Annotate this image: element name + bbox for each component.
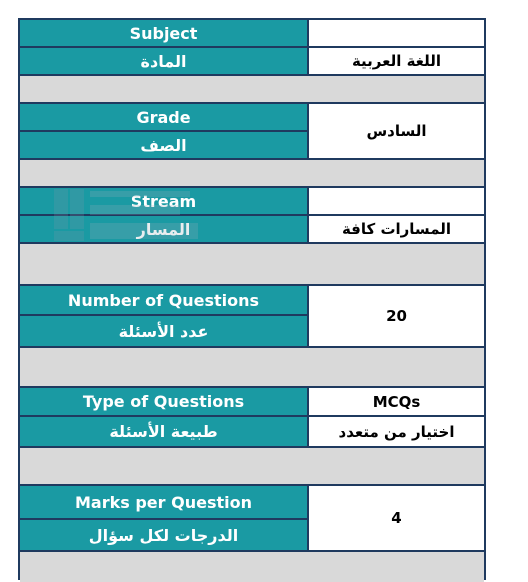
spacer-row	[20, 448, 484, 486]
grade-value: السادس	[309, 104, 484, 160]
subject-value: اللغة العربية	[309, 48, 484, 76]
subject-label-ar: المادة	[20, 48, 309, 76]
subject-value-top	[309, 20, 484, 48]
questions-label-ar: عدد الأسئلة	[20, 316, 309, 348]
spacer-row	[20, 348, 484, 388]
spacer-row	[20, 244, 484, 286]
questions-value: 20	[309, 286, 484, 348]
marks-label-en: Marks per Question	[20, 486, 309, 520]
spacer-row	[20, 160, 484, 188]
stream-label-ar: المسار	[20, 216, 309, 244]
type-label-ar: طبيعة الأسئلة	[20, 417, 309, 448]
stream-label-en: Stream	[20, 188, 309, 216]
spacer-row	[20, 552, 484, 582]
spacer-row	[20, 76, 484, 104]
type-label-en: Type of Questions	[20, 388, 309, 417]
type-value-en: MCQs	[309, 388, 484, 417]
exam-spec-table	[18, 18, 486, 580]
subject-label-en: Subject	[20, 20, 309, 48]
stream-value: المسارات كافة	[309, 216, 484, 244]
type-value-ar: اختيار من متعدد	[309, 417, 484, 448]
stream-value-top	[309, 188, 484, 216]
marks-label-ar: الدرجات لكل سؤال	[20, 520, 309, 552]
grade-label-ar: الصف	[20, 132, 309, 160]
marks-value: 4	[309, 486, 484, 552]
questions-label-en: Number of Questions	[20, 286, 309, 316]
grade-label-en: Grade	[20, 104, 309, 132]
